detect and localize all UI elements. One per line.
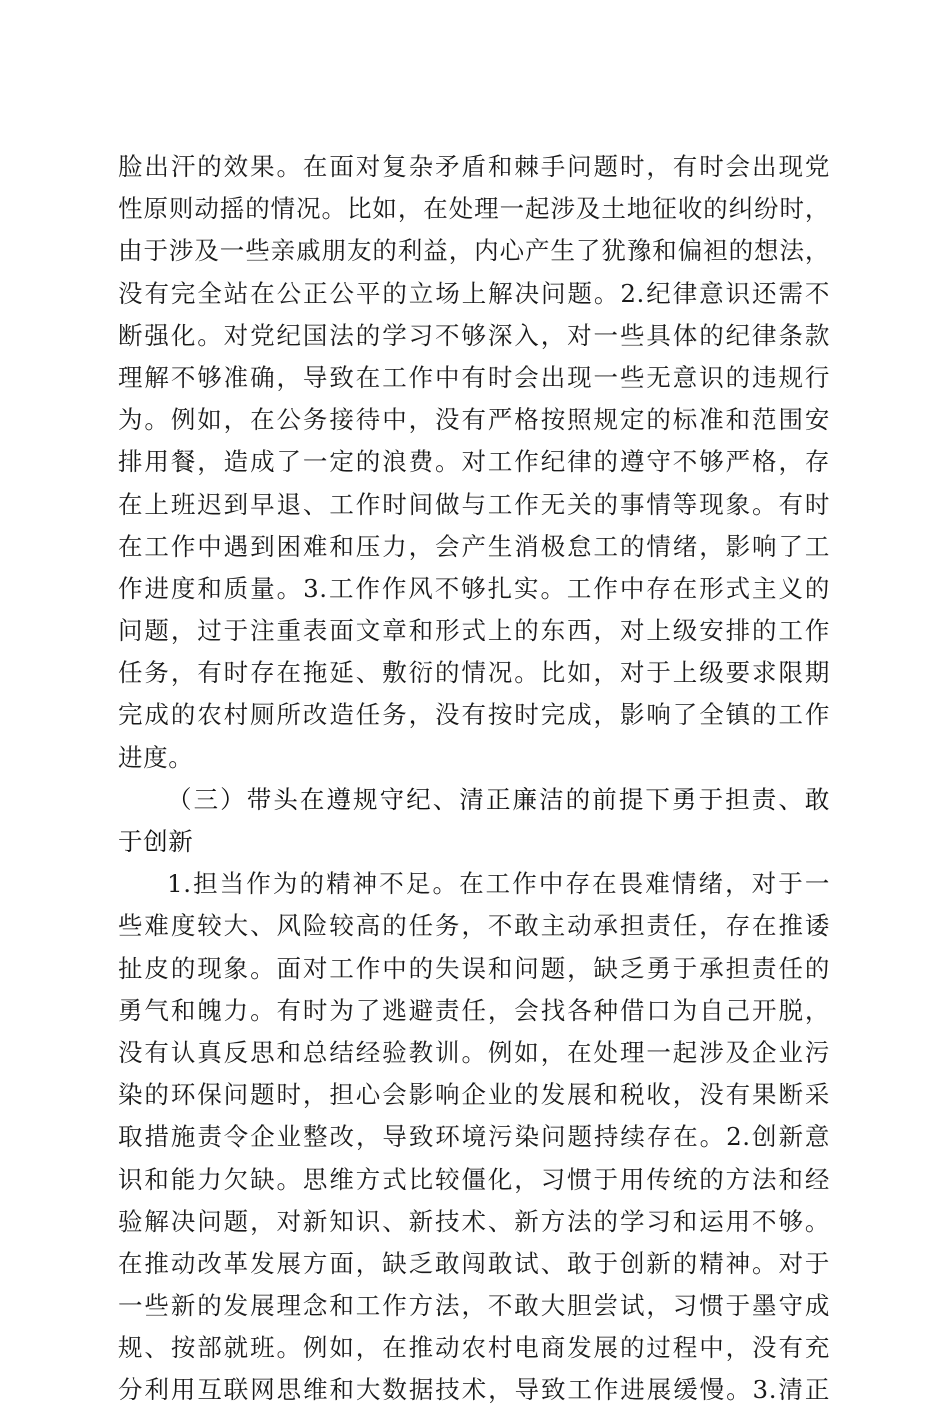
- text-line: 为。例如，在公务接待中，没有严格按照规定的标准和范围安: [118, 405, 830, 435]
- text-line: 问题，过于注重表面文章和形式上的东西，对上级安排的工作: [118, 616, 830, 646]
- text-line: 规、按部就班。例如，在推动农村电商发展的过程中，没有充: [118, 1333, 830, 1363]
- text-line: 分利用互联网思维和大数据技术，导致工作进展缓慢。3.清正: [118, 1375, 830, 1405]
- text-line: 性原则动摇的情况。比如，在处理一起涉及土地征收的纠纷时，: [118, 194, 830, 224]
- section-heading: （三）带头在遵规守纪、清正廉洁的前提下勇于担责、敢: [167, 784, 830, 814]
- body-text: [118, 146, 830, 1412]
- text-line: 在上班迟到早退、工作时间做与工作无关的事情等现象。有时: [118, 489, 830, 519]
- text-line: 脸出汗的效果。在面对复杂矛盾和棘手问题时，有时会出现党: [118, 152, 830, 181]
- text-line: 作进度和质量。3.工作作风不够扎实。工作中存在形式主义的: [118, 573, 830, 603]
- text-line: 排用餐，造成了一定的浪费。对工作纪律的遵守不够严格，存: [118, 447, 830, 477]
- text-line: 断强化。对党纪国法的学习不够深入，对一些具体的纪律条款: [118, 320, 830, 350]
- text-line: 取措施责令企业整改，导致环境污染问题持续存在。2.创新意: [118, 1122, 830, 1152]
- section-heading-continued: 于创新: [118, 827, 194, 856]
- text-line: 验解决问题，对新知识、新技术、新方法的学习和运用不够。: [118, 1206, 830, 1236]
- text-line: 在推动改革发展方面，缺乏敢闯敢试、敢于创新的精神。对于: [118, 1248, 830, 1278]
- text-line: 由于涉及一些亲戚朋友的利益，内心产生了犹豫和偏袒的想法，: [118, 236, 830, 266]
- text-line: 任务，有时存在拖延、敷衍的情况。比如，对于上级要求限期: [118, 658, 830, 688]
- text-line: 在工作中遇到困难和压力，会产生消极怠工的情绪，影响了工: [118, 531, 830, 561]
- text-line: 没有认真反思和总结经验教训。例如，在处理一起涉及企业污: [118, 1037, 830, 1067]
- text-line: 完成的农村厕所改造任务，没有按时完成，影响了全镇的工作: [118, 700, 830, 730]
- text-line: 识和能力欠缺。思维方式比较僵化，习惯于用传统的方法和经: [118, 1164, 830, 1194]
- text-line: 理解不够准确，导致在工作中有时会出现一些无意识的违规行: [118, 362, 830, 392]
- text-line: 染的环保问题时，担心会影响企业的发展和税收，没有果断采: [118, 1080, 830, 1110]
- text-line: 进度。: [118, 742, 194, 772]
- text-line: 扯皮的现象。面对工作中的失误和问题，缺乏勇于承担责任的: [118, 953, 830, 983]
- text-line: 些难度较大、风险较高的任务，不敢主动承担责任，存在推诿: [118, 911, 830, 941]
- text-line: 没有完全站在公正公平的立场上解决问题。2.纪律意识还需不: [118, 278, 830, 308]
- text-line: 一些新的发展理念和工作方法，不敢大胆尝试，习惯于墨守成: [118, 1291, 830, 1321]
- paragraph-start: 1.担当作为的精神不足。在工作中存在畏难情绪，对于一: [167, 869, 830, 899]
- text-line: 勇气和魄力。有时为了逃避责任，会找各种借口为自己开脱，: [118, 995, 830, 1025]
